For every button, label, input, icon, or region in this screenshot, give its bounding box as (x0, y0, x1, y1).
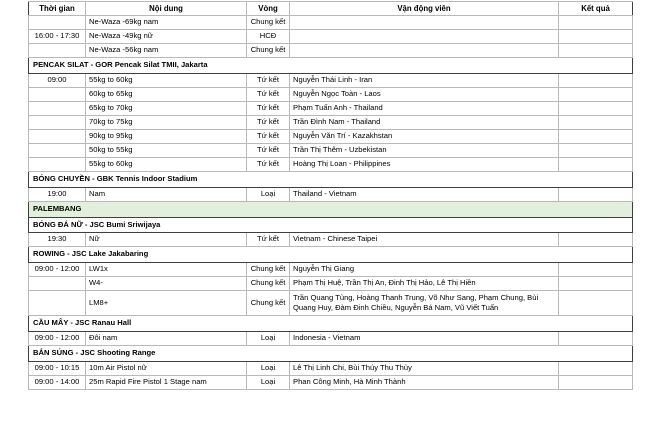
cell-event: W4- (86, 277, 247, 291)
cell-time: 19:00 (29, 187, 86, 201)
table-row (29, 376, 633, 390)
sport-section-label: BÓNG CHUYỀN - GBK Tennis Indoor Stadium (29, 171, 633, 187)
sport-section-label: PENCAK SILAT - GOR Pencak Silat TMII, Jakarta (29, 58, 633, 74)
cell-athlete: Trần Thị Thêm - Uzbekistan (290, 143, 559, 157)
cell-athlete: Phạm Tuấn Anh - Thailand (290, 101, 559, 115)
cell-event: Nam (86, 187, 247, 201)
table-header (29, 2, 633, 16)
cell-athlete: Nguyễn Văn Trí - Kazakhstan (290, 129, 559, 143)
column-header-athlete: Vận động viên (290, 2, 559, 16)
table-row (29, 187, 633, 201)
cell-result (559, 44, 633, 58)
cell-event: 55kg to 60kg (86, 157, 247, 171)
cell-event: Ne-Waza -56kg nam (86, 44, 247, 58)
cell-athlete: Phạm Thị Huệ, Trần Thị An, Đinh Thị Hảo, Lê Thị Hiền (290, 277, 559, 291)
sport-section-header-row (29, 58, 633, 74)
competition-schedule-table (28, 1, 633, 390)
cell-time (29, 143, 86, 157)
cell-athlete: Thailand - Vietnam (290, 187, 559, 201)
cell-time (29, 129, 86, 143)
table-row (29, 101, 633, 115)
column-header-round: Vòng (247, 2, 290, 16)
cell-result (559, 16, 633, 30)
cell-athlete: Trần Quang Tùng, Hoàng Thanh Trung, Võ Như Sang, Phạm Chung, Bùi Quang Huy, Đàm Đinh Chiều, Nguyễn Bá Nam, Vũ Viết Tuấn (290, 291, 559, 316)
cell-round: Chung kết (247, 263, 290, 277)
cell-result (559, 129, 633, 143)
cell-athlete: Trần Đình Nam - Thailand (290, 115, 559, 129)
table-row (29, 157, 633, 171)
cell-event: LM8+ (86, 291, 247, 316)
cell-event: LW1x (86, 263, 247, 277)
cell-time: 09:00 - 12:00 (29, 263, 86, 277)
cell-time (29, 277, 86, 291)
cell-round: Chung kết (247, 277, 290, 291)
cell-event: 90kg to 95kg (86, 129, 247, 143)
table-row (29, 291, 633, 316)
cell-round: Tứ kết (247, 143, 290, 157)
cell-event: Nữ (86, 233, 247, 247)
cell-time (29, 157, 86, 171)
table-row (29, 143, 633, 157)
sport-section-label: BÓNG ĐÁ NỮ - JSC Bumi Sriwijaya (29, 217, 633, 233)
table-row (29, 362, 633, 376)
cell-time: 09:00 - 10:15 (29, 362, 86, 376)
cell-round: Loại (247, 362, 290, 376)
table-row (29, 263, 633, 277)
cell-athlete: Nguyễn Thái Linh - Iran (290, 74, 559, 88)
cell-round: Loại (247, 376, 290, 390)
city-header-label: PALEMBANG (29, 201, 633, 217)
cell-round: Tứ kết (247, 129, 290, 143)
cell-event: Ne-Waza -49kg nữ (86, 30, 247, 44)
table-row (29, 16, 633, 30)
cell-time: 09:00 - 14:00 (29, 376, 86, 390)
cell-event: 55kg to 60kg (86, 74, 247, 88)
sport-section-label: ROWING - JSC Lake Jakabaring (29, 247, 633, 263)
cell-round: Chung kết (247, 291, 290, 316)
sport-section-label: CẦU MÂY - JSC Ranau Hall (29, 316, 633, 332)
cell-athlete (290, 44, 559, 58)
cell-result (559, 30, 633, 44)
cell-result (559, 291, 633, 316)
column-header-result: Kết quả (559, 2, 633, 16)
cell-round: Tứ kết (247, 87, 290, 101)
cell-time: 19:30 (29, 233, 86, 247)
table-row (29, 87, 633, 101)
cell-event: 65kg to 70kg (86, 101, 247, 115)
cell-round: Chung kết (247, 16, 290, 30)
cell-result (559, 362, 633, 376)
cell-round: Tứ kết (247, 233, 290, 247)
table-row (29, 233, 633, 247)
cell-result (559, 143, 633, 157)
cell-time (29, 16, 86, 30)
cell-round: Tứ kết (247, 157, 290, 171)
cell-result (559, 101, 633, 115)
cell-result (559, 115, 633, 129)
cell-round: Tứ kết (247, 74, 290, 88)
cell-time: 16:00 - 17:30 (29, 30, 86, 44)
cell-result (559, 87, 633, 101)
column-header-event: Nội dung (86, 2, 247, 16)
cell-time (29, 44, 86, 58)
cell-result (559, 332, 633, 346)
table-row (29, 115, 633, 129)
cell-event: 10m Air Pistol nữ (86, 362, 247, 376)
cell-athlete (290, 30, 559, 44)
table-header-row (29, 2, 633, 16)
cell-athlete: Vietnam - Chinese Taipei (290, 233, 559, 247)
table-row (29, 277, 633, 291)
cell-event: 25m Rapid Fire Pistol 1 Stage nam (86, 376, 247, 390)
cell-result (559, 277, 633, 291)
cell-event: 60kg to 65kg (86, 87, 247, 101)
sport-section-header-row (29, 316, 633, 332)
cell-result (559, 187, 633, 201)
cell-result (559, 376, 633, 390)
cell-result (559, 74, 633, 88)
cell-event: 50kg to 55kg (86, 143, 247, 157)
sport-section-header-row (29, 247, 633, 263)
cell-athlete: Lê Thị Linh Chi, Bùi Thúy Thu Thủy (290, 362, 559, 376)
cell-event: 70kg to 75kg (86, 115, 247, 129)
cell-result (559, 263, 633, 277)
cell-round: Tứ kết (247, 115, 290, 129)
cell-athlete (290, 16, 559, 30)
schedule-container (28, 1, 632, 390)
column-header-time: Thời gian (29, 2, 86, 16)
cell-result (559, 233, 633, 247)
cell-time (29, 115, 86, 129)
cell-event: Đôi nam (86, 332, 247, 346)
table-row (29, 44, 633, 58)
cell-athlete: Hoàng Thị Loan - Philippines (290, 157, 559, 171)
cell-round: Loại (247, 332, 290, 346)
cell-athlete: Nguyễn Thị Giang (290, 263, 559, 277)
cell-round: Tứ kết (247, 101, 290, 115)
cell-time: 09:00 (29, 74, 86, 88)
sport-section-header-row (29, 346, 633, 362)
cell-time (29, 87, 86, 101)
sport-section-header-row (29, 217, 633, 233)
cell-round: HCĐ (247, 30, 290, 44)
sport-section-header-row (29, 171, 633, 187)
cell-round: Loại (247, 187, 290, 201)
table-row (29, 332, 633, 346)
cell-time (29, 291, 86, 316)
cell-round: Chung kết (247, 44, 290, 58)
cell-athlete: Nguyễn Ngọc Toàn - Laos (290, 87, 559, 101)
cell-time: 09:00 - 12:00 (29, 332, 86, 346)
table-row (29, 74, 633, 88)
cell-athlete: Phan Công Minh, Hà Minh Thành (290, 376, 559, 390)
table-row (29, 129, 633, 143)
cell-athlete: Indonesia - Vietnam (290, 332, 559, 346)
cell-time (29, 101, 86, 115)
table-row (29, 30, 633, 44)
cell-result (559, 157, 633, 171)
city-header-row (29, 201, 633, 217)
cell-event: Ne-Waza -69kg nam (86, 16, 247, 30)
sport-section-label: BẮN SÚNG - JSC Shooting Range (29, 346, 633, 362)
table-body (29, 16, 633, 390)
